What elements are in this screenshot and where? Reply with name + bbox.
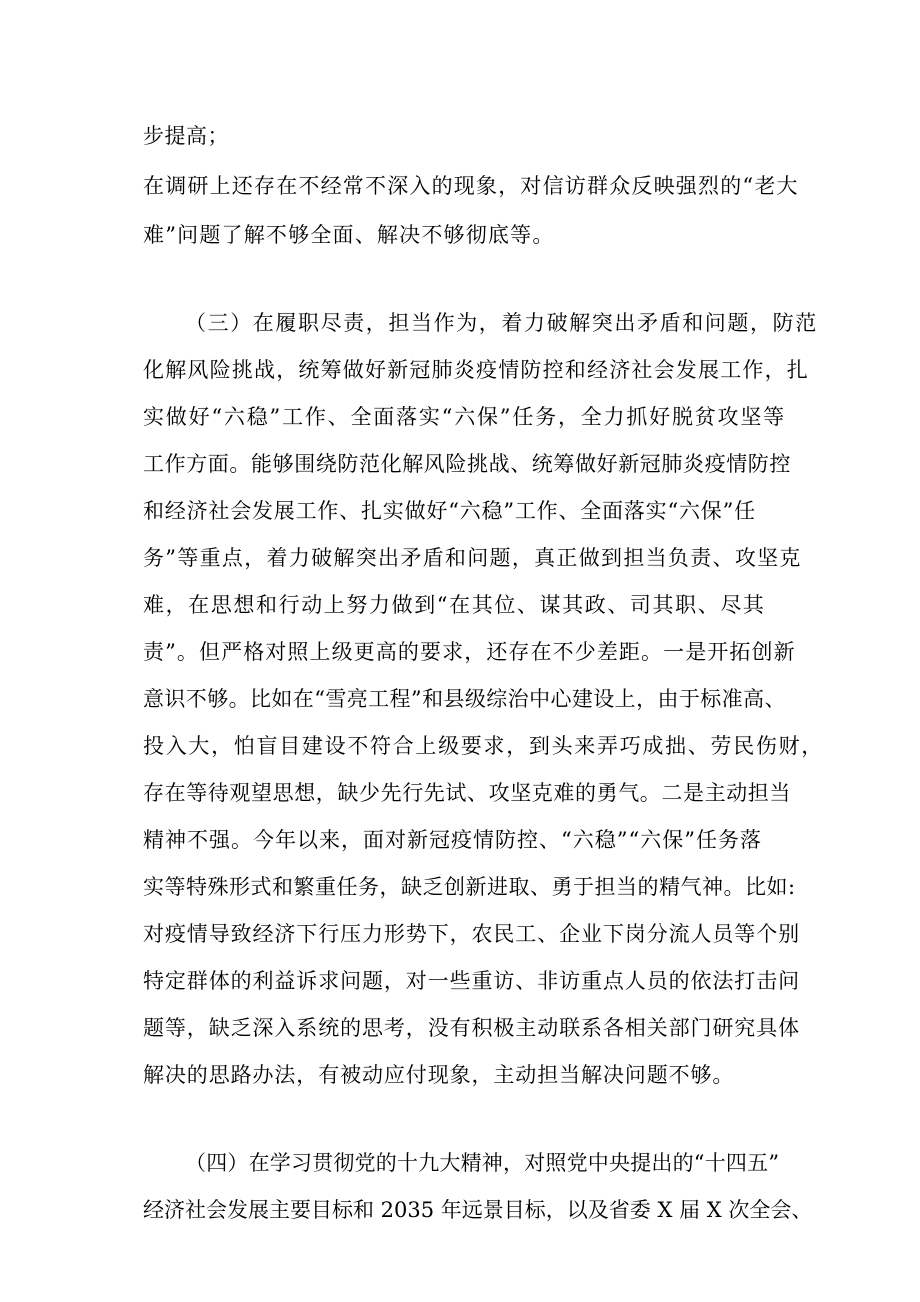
text-line-3: 难”问题了解不够全面、解决不够彻底等。	[143, 223, 555, 247]
paragraph-3-line-12: 精神不强。今年以来，面对新冠疫情防控、“六稳”“六保”任务落	[143, 828, 762, 852]
paragraph-3-line-2: 化解风险挑战，统筹做好新冠肺炎疫情防控和经济社会发展工作，扎	[143, 358, 809, 382]
paragraph-3-line-17: 解决的思路办法，有被动应付现象，主动担当解决问题不够。	[143, 1063, 735, 1087]
paragraph-3-line-3: 实做好“六稳”工作、全面落实“六保”任务，全力抓好脱贫攻坚等	[143, 405, 786, 429]
text-line-1: 步提高；	[143, 124, 229, 148]
paragraph-3-line-16: 题等，缺乏深入系统的思考，没有积极主动联系各相关部门研究具体	[143, 1016, 800, 1040]
paragraph-4-line-2: 经济社会发展主要目标和 2035 年远景目标，以及省委 X 届 X 次全会、	[143, 1198, 813, 1222]
paragraph-3-line-14: 对疫情导致经济下行压力形势下，农民工、企业下岗分流人员等个别	[143, 922, 800, 946]
text-line-2: 在调研上还存在不经常不深入的现象，对信访群众反映强烈的“老大	[143, 174, 799, 198]
paragraph-3-line-10: 投入大，怕盲目建设不符合上级要求，到头来弄巧成拙、劳民伤财，	[143, 734, 824, 758]
paragraph-3-line-6: 务”等重点，着力破解突出矛盾和问题，真正做到担当负责、攻坚克	[143, 546, 802, 570]
paragraph-3-line-5: 和经济社会发展工作、扎实做好“六稳”工作、全面落实“六保”任	[143, 499, 756, 523]
paragraph-3-line-7: 难，在思想和行动上努力做到“在其位、谋其政、司其职、尽其	[143, 593, 766, 617]
paragraph-3-line-8: 责”。但严格对照上级更高的要求，还存在不少差距。一是开拓创新	[143, 640, 796, 664]
paragraph-3-line-13: 实等特殊形式和繁重任务，缺乏创新进取、勇于担当的精气神。比如:	[143, 875, 796, 899]
paragraph-3-line-15: 特定群体的利益诉求问题，对一些重访、非访重点人员的依法打击问	[143, 969, 800, 993]
paragraph-3-line-11: 存在等待观望思想，缺少先行先试、攻坚克难的勇气。二是主动担当	[143, 781, 791, 805]
paragraph-3-line-9: 意识不够。比如在“雪亮工程”和县级综治中心建设上，由于标准高、	[143, 687, 786, 711]
paragraph-3-line-4: 工作方面。能够围绕防范化解风险挑战、统筹做好新冠肺炎疫情防控	[143, 452, 791, 476]
paragraph-4-line-1: （四）在学习贯彻党的十九大精神，对照党中央提出的“十四五”	[185, 1151, 780, 1175]
paragraph-3-line-1: （三）在履职尽责，担当作为，着力破解突出矛盾和问题，防范	[185, 311, 818, 335]
